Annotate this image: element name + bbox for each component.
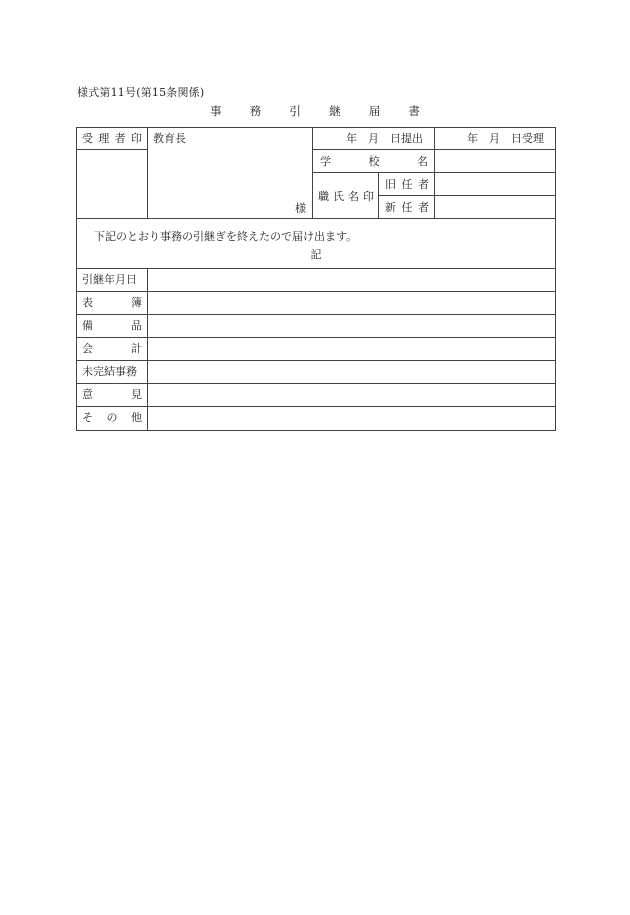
label-char: 簿 [131, 296, 142, 309]
label-char: 者 [418, 201, 429, 214]
title-char: 書 [408, 104, 420, 118]
label-char: 者 [418, 178, 429, 191]
label-char: 意 [82, 388, 93, 401]
table-border-left [76, 127, 77, 431]
label-char: 印 [363, 190, 374, 203]
title-char: 引 [289, 104, 301, 118]
label-char: の [106, 411, 118, 424]
submit-date: 年 月 日提出 [346, 132, 423, 145]
label-char: 名 [417, 155, 428, 168]
rule [76, 149, 147, 150]
statement-body: 下記のとおり事務の引継ぎを終えたので届け出ます。 [94, 230, 358, 243]
receipt-date: 年 月 日受理 [467, 132, 544, 145]
label-char: 者 [114, 132, 126, 145]
table-border-bottom [76, 430, 556, 431]
row-label-other [82, 411, 142, 424]
label-char: 学 [320, 155, 331, 168]
table-border-top [76, 127, 556, 128]
rule [147, 127, 148, 218]
row-label-opinion [82, 388, 142, 401]
label-char: 会 [82, 342, 93, 355]
rule [76, 406, 556, 407]
rule [76, 360, 556, 361]
label-char: 計 [131, 342, 142, 355]
label-char: 品 [131, 319, 142, 332]
label-char: 他 [131, 411, 142, 424]
title-char: 事 [210, 104, 222, 118]
row-label-equipment [82, 319, 142, 332]
rule [312, 127, 313, 218]
school-name-label [320, 155, 428, 168]
label-char: 見 [131, 388, 142, 401]
position-name-seal-label [318, 190, 374, 203]
rule [147, 268, 148, 430]
addressee: 教育長 [153, 132, 186, 145]
label-char: 新 [385, 201, 396, 214]
table-border-right [555, 127, 556, 431]
form-title [180, 103, 450, 119]
label-char: 印 [130, 132, 142, 145]
statement-heading: 記 [310, 248, 322, 261]
label-char: 備 [82, 319, 93, 332]
rule [378, 195, 556, 196]
form-number: 様式第11号(第15条関係) [77, 86, 205, 99]
label-char: 任 [401, 178, 413, 191]
row-label-accounting [82, 342, 142, 355]
label-char: 受 [82, 132, 93, 145]
rule [378, 172, 379, 218]
title-char: 務 [249, 104, 262, 118]
title-char: 継 [329, 104, 341, 118]
rule [76, 314, 556, 315]
label-char: 表 [82, 296, 93, 309]
rule [434, 127, 435, 218]
label-char: 任 [401, 201, 413, 214]
row-label-pending-affairs: 未完結事務 [82, 365, 137, 378]
label-char: 理 [98, 132, 110, 145]
label-char: 校 [368, 155, 380, 168]
row-label-handover-date: 引継年月日 [82, 273, 137, 286]
title-char: 届 [368, 104, 381, 118]
row-label-registers [82, 296, 142, 309]
predecessor-label [385, 178, 429, 191]
rule [76, 218, 556, 219]
label-char: 氏 [333, 190, 344, 203]
honorific: 様 [295, 202, 306, 215]
label-char: 旧 [385, 178, 396, 191]
recipient-seal-label [82, 132, 142, 145]
label-char: 職 [318, 190, 329, 203]
successor-label [385, 201, 429, 214]
handover-form-table [76, 127, 556, 431]
rule [76, 383, 556, 384]
rule [76, 268, 556, 269]
rule [76, 291, 556, 292]
label-char: そ [82, 411, 93, 424]
rule [76, 337, 556, 338]
label-char: 名 [348, 190, 359, 203]
